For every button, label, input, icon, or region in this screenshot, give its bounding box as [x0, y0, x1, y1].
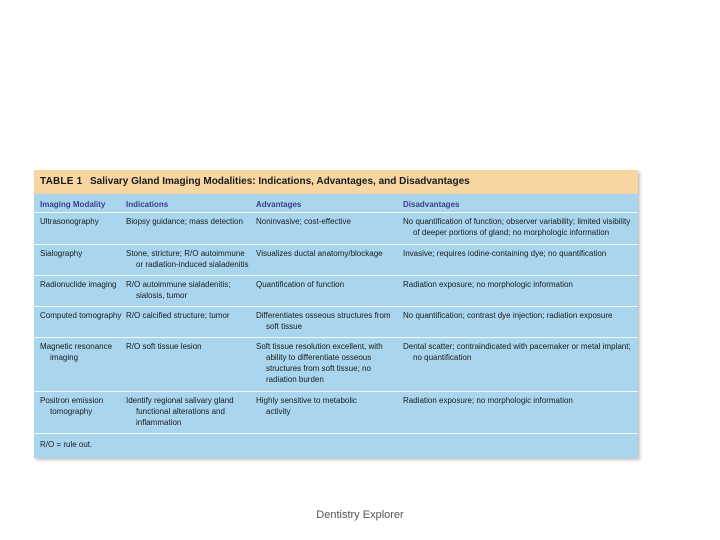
- table-title-bar: [34, 170, 638, 194]
- cell-line: soft tissue: [266, 322, 303, 331]
- cell-line: or radiation-induced sialadenitis: [136, 260, 249, 269]
- cell-advantages: [256, 395, 400, 417]
- cell-line: No quantification of function; observer variability; limited visibility: [403, 217, 631, 226]
- cell-line: no quantification: [413, 353, 472, 362]
- cell-indications: [126, 341, 252, 352]
- cell-advantages: [256, 310, 400, 332]
- cell-line: sialosis, tumor: [136, 291, 188, 300]
- cell-line: R/O soft tissue lesion: [126, 342, 202, 351]
- cell-line: inflammation: [136, 418, 182, 427]
- row-divider: [34, 275, 638, 276]
- header-rule: [34, 212, 638, 213]
- cell-line: tomography: [50, 407, 93, 416]
- cell-line: No quantification; contrast dye injection; radiation exposure: [403, 311, 613, 320]
- row-divider: [34, 337, 638, 338]
- cell-line: Sialography: [40, 249, 83, 258]
- cell-line: of deeper portions of gland; no morphologic information: [413, 228, 610, 237]
- cell-line: Highly sensitive to metabolic: [256, 396, 357, 405]
- cell-advantages: [256, 279, 400, 290]
- cell-line: Soft tissue resolution excellent, with: [256, 342, 383, 351]
- cell-modality: [40, 341, 124, 363]
- header-disadvantages: Disadvantages: [403, 200, 460, 209]
- cell-indications: [126, 248, 252, 270]
- cell-line: Stone, stricture; R/O autoimmune: [126, 249, 245, 258]
- cell-line: Magnetic resonance: [40, 342, 113, 351]
- cell-indications: [126, 216, 252, 227]
- cell-modality: [40, 310, 124, 321]
- cell-line: Noninvasive; cost-effective: [256, 217, 352, 226]
- cell-line: Invasive; requires iodine-containing dye; no quantification: [403, 249, 607, 258]
- cell-line: Quantification of function: [256, 280, 345, 289]
- cell-line: functional alterations and: [136, 407, 225, 416]
- cell-modality: [40, 395, 124, 417]
- table-footnote: R/O = rule out.: [40, 440, 93, 449]
- row-divider: [34, 306, 638, 307]
- cell-line: imaging: [50, 353, 79, 362]
- cell-disadvantages: [403, 395, 635, 406]
- cell-disadvantages: [403, 216, 635, 238]
- cell-line: Radiation exposure; no morphologic information: [403, 280, 573, 289]
- cell-line: Biopsy guidance; mass detection: [126, 217, 243, 226]
- cell-line: Visualizes ductal anatomy/blockage: [256, 249, 383, 258]
- cell-advantages: [256, 216, 400, 227]
- cell-indications: [126, 395, 252, 428]
- cell-line: Dental scatter; contraindicated with pacemaker or metal implant;: [403, 342, 631, 351]
- cell-line: ability to differentiate osseous: [266, 353, 372, 362]
- cell-line: activity: [266, 407, 291, 416]
- cell-line: Positron emission: [40, 396, 104, 405]
- cell-line: Radiation exposure; no morphologic information: [403, 396, 573, 405]
- cell-line: R/O calcified structure; tumor: [126, 311, 230, 320]
- cell-modality: [40, 216, 124, 227]
- cell-advantages: [256, 248, 400, 259]
- cell-line: R/O autoimmune sialadenitis;: [126, 280, 231, 289]
- cell-advantages: [256, 341, 400, 385]
- table-title: Salivary Gland Imaging Modalities: Indications, Advantages, and Disadvantages: [90, 176, 470, 187]
- cell-line: Ultrasonography: [40, 217, 99, 226]
- cell-line: Radionuclide imaging: [40, 280, 117, 289]
- cell-line: radiation burden: [266, 375, 324, 384]
- cell-line: Identify regional salivary gland: [126, 396, 234, 405]
- cell-modality: [40, 248, 124, 259]
- header-advantages: Advantages: [256, 200, 302, 209]
- cell-line: structures from soft tissue; no: [266, 364, 371, 373]
- row-divider: [34, 391, 638, 392]
- cell-disadvantages: [403, 279, 635, 290]
- cell-indications: [126, 310, 252, 321]
- cell-line: Differentiates osseous structures from: [256, 311, 391, 320]
- header-indications: Indications: [126, 200, 169, 209]
- row-divider: [34, 244, 638, 245]
- cell-line: Computed tomography: [40, 311, 122, 320]
- header-imaging-modality: Imaging Modality: [40, 200, 106, 209]
- cell-disadvantages: [403, 341, 635, 363]
- salivary-imaging-table: [34, 170, 638, 458]
- row-divider: [34, 433, 638, 434]
- slide-caption: Dentistry Explorer: [316, 509, 404, 521]
- table-label: TABLE 1: [40, 176, 83, 187]
- cell-disadvantages: [403, 248, 635, 259]
- cell-indications: [126, 279, 252, 301]
- cell-disadvantages: [403, 310, 635, 321]
- cell-modality: [40, 279, 124, 290]
